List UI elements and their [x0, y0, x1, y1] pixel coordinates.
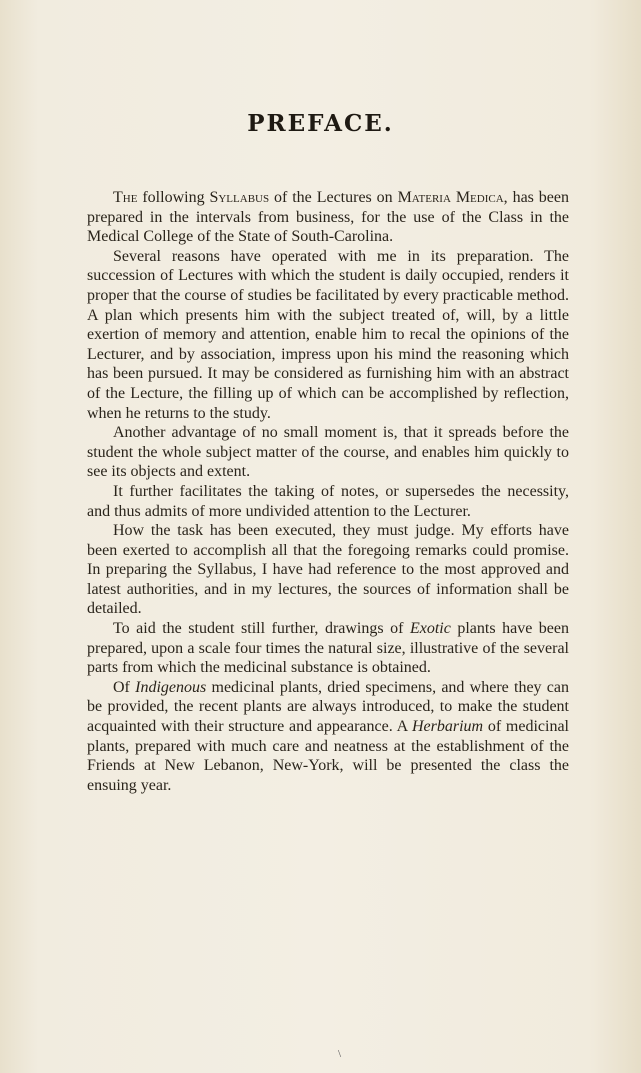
- herbarium-word: Herbarium: [412, 718, 484, 736]
- paragraph-7: Of Indigenous medicinal plants, dried specimens, and where they can be provided, the recent plants are always introduced, to make the student acquainted with their structure and appearance. A Herbarium of medicinal plants, prepared with much care and neatness at the establishment of the Friends at New Lebanon, New-York, will be presented the class the ensuing year.: [87, 678, 570, 794]
- materia-medica-words: Materia Medica: [397, 189, 504, 206]
- paragraph-3: Another advantage of no small moment is, that it spreads before the student the whole subject matter of the course, and enables him quickly to see its objects and extent.: [87, 424, 569, 481]
- lead-word: The: [113, 189, 138, 206]
- footer-mark: \: [338, 1048, 342, 1060]
- paragraph-1: The following Syllabus of the Lectures on Materia Medica, has been prepared in the intervals from business, for the use of the Class in the Medical College of the State of South-Carolina.: [87, 189, 569, 246]
- preface-body: [87, 188, 569, 795]
- syllabus-word: Syllabus: [209, 189, 270, 206]
- paragraph-6: To aid the student still further, drawings of Exotic plants have been prepared, upon a scale four times the natural size, illustrative of the several parts from which the medicinal substance is obtained.: [87, 620, 570, 677]
- paragraph-4: It further facilitates the taking of notes, or supersedes the necessity, and thus admits of more undivided attention to the Lecturer.: [87, 482, 569, 520]
- page-title: PREFACE.: [247, 110, 394, 137]
- paragraph-5: How the task has been executed, they must judge. My efforts have been exerted to accomplish all that the foregoing remarks could promise. In preparing the Syllabus, I have had reference to the most approved and latest authorities, and in my lectures, the sources of information shall be detailed.: [87, 522, 569, 618]
- exotic-word: Exotic: [409, 620, 451, 638]
- indigenous-word: Indigenous: [135, 678, 207, 696]
- paragraph-2: Several reasons have operated with me in its preparation. The succession of Lectures with which the student is daily occupied, renders it proper that the course of studies be facilitated by every practicable method. A plan which presents him with the subject treated of, will, by a little exertion of memory and attention, enable him to recal the opinions of the Lecturer, and by association, impress upon his mind the reasoning which has been pursued. It may be considered as furnishing him with an abstract of the Lecture, the filling up of which can be accomplished by reflection, when he returns to the study.: [87, 247, 569, 422]
